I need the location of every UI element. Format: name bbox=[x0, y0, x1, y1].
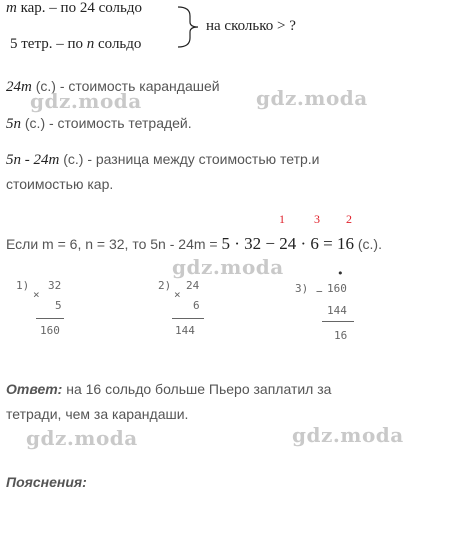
watermark: gdz.moda bbox=[292, 423, 404, 447]
multiply-sign: × bbox=[33, 288, 40, 301]
substitution-formula: 5 · 32 − 24 · 6 = 16 bbox=[221, 234, 354, 253]
calc-top: 24 bbox=[186, 279, 200, 292]
answer-text-2: тетради, чем за карандаши. bbox=[6, 406, 189, 422]
calc-dot: • bbox=[337, 267, 344, 280]
watermark: gdz.moda bbox=[172, 255, 284, 279]
substitution-prefix: Если m = 6, n = 32, то 5n - 24m = bbox=[6, 236, 218, 252]
condition-line-2: 5 тетр. – по n сольдо bbox=[10, 36, 142, 52]
pencils-cost: 24m (с.) - стоимость карандашей bbox=[6, 78, 220, 95]
order-mark-1: 1 bbox=[279, 212, 285, 226]
calc-rule bbox=[172, 318, 204, 319]
calc-rule bbox=[36, 318, 64, 319]
calc-result: 144 bbox=[175, 324, 195, 337]
order-mark-2: 3 bbox=[314, 212, 320, 226]
watermark: gdz.moda bbox=[256, 86, 368, 110]
notebooks-cost: 5n (с.) - стоимость тетрадей. bbox=[6, 115, 192, 132]
answer-line-2 bbox=[6, 406, 188, 422]
variable-m: m bbox=[6, 0, 17, 16]
variable-n: n bbox=[86, 36, 95, 52]
brace-icon bbox=[176, 4, 202, 50]
calc-result: 160 bbox=[40, 324, 60, 337]
calc-label: 1) bbox=[16, 279, 30, 292]
difference-line-2: стоимостью кар. bbox=[6, 176, 114, 192]
substitution-line: Если m = 6, n = 32, то 5n - 24m = 5 · 32 − 24 · 6 = 16 (с.). bbox=[6, 234, 382, 253]
pencils-expr: 24m bbox=[6, 79, 32, 95]
question: на сколько > ? bbox=[206, 18, 296, 34]
calc-bottom: 6 bbox=[193, 299, 200, 312]
watermark: gdz.moda bbox=[26, 426, 138, 450]
calc-rule bbox=[322, 321, 354, 322]
calc-label: 2) bbox=[158, 279, 172, 292]
answer-text: на 16 сольдо больше Пьеро заплатил за bbox=[62, 381, 332, 397]
answer-label: Ответ: bbox=[6, 381, 63, 397]
difference-line: 5n - 24m (с.) - разница между стоимостью тетр.и bbox=[6, 151, 320, 168]
notes-label: Пояснения: bbox=[6, 474, 87, 490]
calc-top: 160 bbox=[327, 282, 347, 295]
difference-expr: 5n - 24m bbox=[6, 152, 60, 168]
calc-bottom: 144 bbox=[327, 304, 347, 317]
minus-sign: − bbox=[316, 285, 323, 298]
watermark: gdz.moda bbox=[30, 89, 142, 113]
calc-result: 16 bbox=[334, 329, 348, 342]
calc-bottom: 5 bbox=[55, 299, 62, 312]
answer-line-1 bbox=[6, 381, 331, 397]
condition-line-1: m кар. – по 24 сольдо bbox=[6, 0, 143, 16]
order-mark-3: 2 bbox=[346, 212, 352, 226]
calc-top: 32 bbox=[48, 279, 62, 292]
multiply-sign: × bbox=[174, 288, 181, 301]
calc-label: 3) bbox=[295, 282, 309, 295]
notebooks-expr: 5n bbox=[6, 116, 21, 132]
